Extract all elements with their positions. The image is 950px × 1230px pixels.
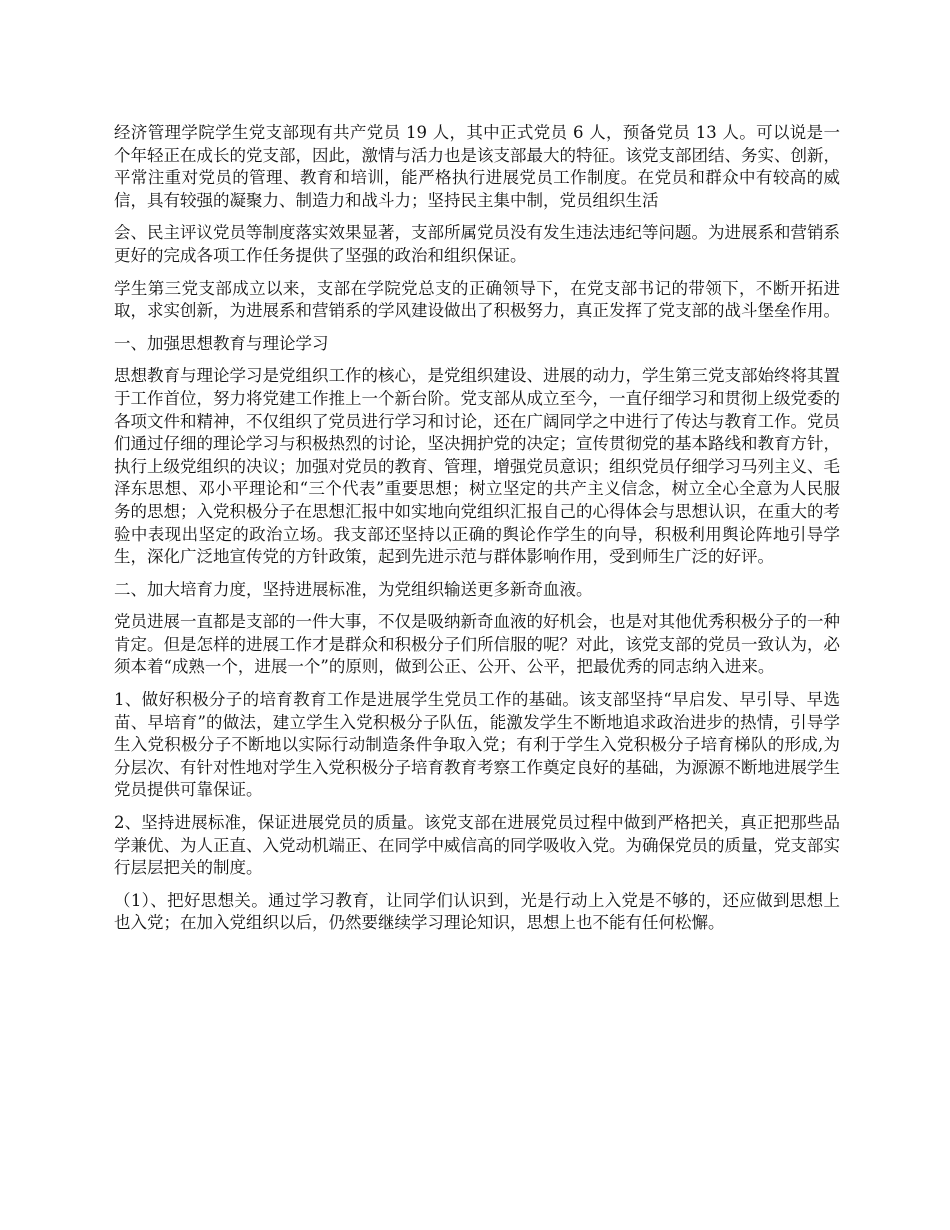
paragraph-5: 党员进展一直都是支部的一件大事，不仅是吸纳新奇血液的好机会，也是对其他优秀积极分子的一种肯定。但是怎样的进展工作才是群众和积极分子们所信服的呢？对此，该党支部的党员一致认为，必须本着“成熟一个，进展一个”的原则，做到公正、公开、公平，把最优秀的同志纳入进来。	[114, 612, 840, 677]
paragraph-8: （1）、把好思想关。通过学习教育，让同学们认识到，光是行动上入党是不够的，还应做到思想上也入党；在加入党组织以后，仍然要继续学习理论知识，思想上也不能有任何松懈。	[114, 890, 840, 933]
paragraph-6: 1、做好积极分子的培育教育工作是进展学生党员工作的基础。该支部坚持“早启发、早引导、早选苗、早培育”的做法，建立学生入党积极分子队伍，能激发学生不断地追求政治进步的热情，引导学生入党积极分子不断地以实际行动制造条件争取入党；有利于学生入党积极分子培育梯队的形成,为分层次、有针对性地对学生入党积极分子培育教育考察工作奠定良好的基础，为源源不断地进展学生党员提供可靠保证。	[114, 690, 840, 800]
paragraph-3: 学生第三党支部成立以来，支部在学院党总支的正确领导下，在党支部书记的带领下，不断开拓进取，求实创新，为进展系和营销系的学风建设做出了积极努力，真正发挥了党支部的战斗堡垒作用。	[114, 278, 840, 321]
paragraph-7: 2、坚持进展标准，保证进展党员的质量。该党支部在进展党员过程中做到严格把关，真正把那些品学兼优、为人正直、入党动机端正、在同学中威信高的同学吸收入党。为确保党员的质量，党支部实行层层把关的制度。	[114, 813, 840, 878]
paragraph-4: 思想教育与理论学习是党组织工作的核心，是党组织建设、进展的动力，学生第三党支部始终将其置于工作首位，努力将党建工作推上一个新台阶。党支部从成立至今，一直仔细学习和贯彻上级党委的各项文件和精神，不仅组织了党员进行学习和讨论，还在广阔同学之中进行了传达与教育工作。党员们通过仔细的理论学习与积极热烈的讨论，坚决拥护党的决定；宣传贯彻党的基本路线和教育方针，执行上级党组织的决议；加强对党员的教育、管理，增强党员意识；组织党员仔细学习马列主义、毛泽东思想、邓小平理论和“三个代表”重要思想；树立坚定的共产主义信念，树立全心全意为人民服务的思想；入党积极分子在思想汇报中如实地向党组织汇报自己的心得体会与思想认识，在重大的考验中表现出坚定的政治立场。我支部还坚持以正确的舆论作学生的向导，积极利用舆论阵地引导学生，深化广泛地宣传党的方针政策，起到先进示范与群体影响作用，受到师生广泛的好评。	[114, 366, 840, 567]
paragraph-2: 会、民主评议党员等制度落实效果显著，支部所属党员没有发生违法违纪等问题。为进展系和营销系更好的完成各项工作任务提供了坚强的政治和组织保证。	[114, 223, 840, 265]
section-heading-1: 一、加强思想教育与理论学习	[114, 333, 329, 353]
document-page	[114, 122, 840, 945]
section-heading-2: 二、加大培育力度，坚持进展标准，为党组织输送更多新奇血液。	[114, 579, 593, 599]
paragraph-1: 经济管理学院学生党支部现有共产党员 19 人，其中正式党员 6 人，预备党员 13 人。可以说是一个年轻正在成长的党支部，因此，激情与活力也是该支部最大的特征。该党支部团结、务实、创新，平常注重对党员的管理、教育和培训，能严格执行进展党员工作制度。在党员和群众中有较高的威信，具有较强的凝聚力、制造力和战斗力；坚持民主集中制，党员组织生活	[114, 123, 840, 210]
